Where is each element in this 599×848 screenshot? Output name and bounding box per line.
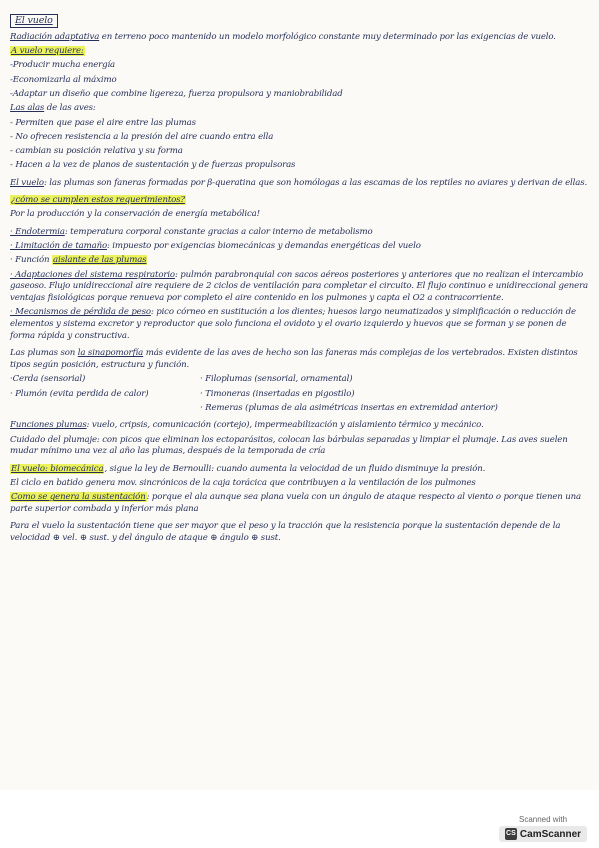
paragraph-batido: El ciclo en batido genera mov. sincrónicos de la caja torácica que contribuyen a la ventilación de los pulmones	[10, 478, 476, 488]
feather-type: · Filoplumas (sensorial, ornamental)	[200, 374, 353, 385]
feather-types	[10, 374, 592, 417]
alas-item: - cambian su posición relativa y su forma	[10, 146, 183, 157]
question-answer: Por la producción y la conservación de energía metabólica!	[10, 209, 260, 220]
text-respiratorio: : pulmón parabronquial con sacos aéreos posteriores y anteriores que no realizan el intercambio gaseoso. Flujo unidireccional aire requiere de 2 ciclos de ventilación para completar el circuito. El flujo continuo e unidireccional genera ventajas fisiológicas porque renueva por completo el aire contenido en los pulmones y capta el O2 a contracorriente.	[10, 269, 589, 304]
feather-type: · Plumón (evita perdida de calor)	[10, 388, 149, 399]
term-endotermia: · Endotermia	[10, 226, 65, 237]
text-radiacion: en terreno poco mantenido un modelo morfológico constante muy determinado por las exigencias de vuelo.	[99, 31, 556, 42]
notes-body	[10, 14, 592, 547]
question-highlight: ¿cómo se cumplen estos requerimientos?	[11, 195, 185, 206]
term-tamano: · Limitación de tamaño	[10, 240, 107, 251]
watermark-brand: CamScanner	[519, 828, 582, 840]
text-funcion: · Función	[10, 255, 52, 266]
camscanner-icon: CS	[505, 828, 517, 840]
bullet-aislante	[10, 255, 592, 267]
requirements-heading	[10, 46, 592, 58]
bullet-tamano	[10, 241, 592, 253]
paragraph-cuidado: Cuidado del plumaje: con picos que eliminan los ectoparásitos, colocan las bárbulas separadas y limpiar el plumaje. Las aves suelen mudar mínimo una vez al año las plumas, después de la temporada de cría	[10, 434, 568, 457]
page-title: El vuelo	[10, 14, 58, 28]
term-peso: · Mecanismos de pérdida de peso	[10, 307, 151, 318]
feather-types-right	[200, 374, 592, 417]
text-plumas-1: Las plumas son	[10, 348, 78, 359]
term-radiacion: Radiación adaptativa	[10, 31, 100, 42]
requirements-highlight: A vuelo requiere:	[11, 46, 84, 57]
term-sustentacion: Como se genera la sustentación	[11, 492, 146, 503]
paragraph-sustentacion	[10, 492, 592, 516]
alas-item: - Hacen a la vez de planos de sustentación y de fuerzas propulsoras	[10, 160, 296, 171]
camscanner-logo	[499, 826, 587, 842]
feather-type: · Timoneras (insertadas en pigostilo)	[200, 388, 355, 399]
question-heading	[10, 195, 592, 207]
requirement-item: -Producir mucha energía	[10, 60, 116, 71]
alas-item: - Permiten que pase el aire entre las plumas	[10, 117, 196, 128]
term-respiratorio: · Adaptaciones del sistema respiratorio	[10, 269, 175, 280]
bullet-peso	[10, 307, 592, 342]
alas-item: - No ofrecen resistencia a la presión del aire cuando entra ella	[10, 131, 274, 142]
text-plumas-2: más evidente de las aves de hecho son las faneras más complejas de los vertebrados. Existen distintos tipos según posición, estructura y función.	[10, 348, 578, 371]
paragraph-radiacion	[10, 32, 592, 44]
text-tamano: : impuesto por exigencias biomecánicas y demandas energéticas del vuelo	[106, 240, 421, 251]
requirement-item: -Economizarla al máximo	[10, 74, 117, 85]
term-aislante: aislante de las plumas	[53, 255, 147, 266]
paragraph-plumas	[10, 348, 592, 372]
watermark-caption: Scanned with	[518, 815, 568, 824]
text-sustentacion: : porque el ala aunque sea plana vuela con un ángulo de ataque respecto al viento o porque tienen una parte superior combada y inferior más plana	[10, 492, 581, 515]
paragraph-funciones	[10, 420, 592, 432]
feather-type: ·Cerda (sensorial)	[10, 374, 86, 385]
alas-heading-rest: de las aves:	[44, 103, 96, 114]
term-biomecanica: El vuelo: biomecánica	[11, 463, 104, 474]
term-el-vuelo: El vuelo	[10, 177, 44, 188]
term-funciones: Funciones plumas	[10, 420, 87, 431]
text-vuelo-plumas: : las plumas son faneras formadas por β-queratina que son homólogas a las escamas de los reptiles no aviares y derivan de ellas.	[43, 177, 588, 188]
paragraph-biomecanica	[10, 464, 592, 476]
feather-types-left	[10, 374, 200, 417]
term-alas: Las alas	[10, 103, 45, 114]
feather-type: · Remeras (plumas de ala asimétricas insertas en extremidad anterior)	[200, 403, 498, 414]
paragraph-final: Para el vuelo la sustentación tiene que ser mayor que el peso y la tracción que la resistencia porque la sustentación depende de la velocidad ⊕ vel. ⊕ sust. y del ángulo de ataque ⊕ ángulo ⊕ sust.	[10, 521, 561, 544]
text-biomecanica: , sigue la ley de Bernoulli: cuando aumenta la velocidad de un fluido disminuye la presión.	[104, 463, 486, 474]
term-sinapomorfia: la sinapomorfía	[77, 348, 144, 359]
text-peso: : pico córneo en sustitución a los dientes; huesos largo neumatizados y simplificación o reducción de elementos y sistema excretor y reproductor que solo funciona el ovidoto y el ovario izquierdo y huevos que se forman y se ponen de forma rápida y constructiva.	[10, 307, 576, 342]
text-funciones: : vuelo, cripsis, comunicación (cortejo), impermeabilización y aislamiento térmico y mecánico.	[86, 420, 484, 431]
camscanner-watermark	[499, 815, 587, 842]
bullet-respiratorio	[10, 270, 592, 305]
text-endotermia: : temperatura corporal constante gracias a calor interno de metabolismo	[64, 226, 373, 237]
requirement-item: -Adaptar un diseño que combine ligereza, fuerza propulsora y maniobrabilidad	[10, 88, 343, 99]
bullet-endotermia	[10, 227, 592, 239]
paragraph-vuelo-plumas	[10, 178, 592, 190]
alas-heading	[10, 103, 592, 115]
